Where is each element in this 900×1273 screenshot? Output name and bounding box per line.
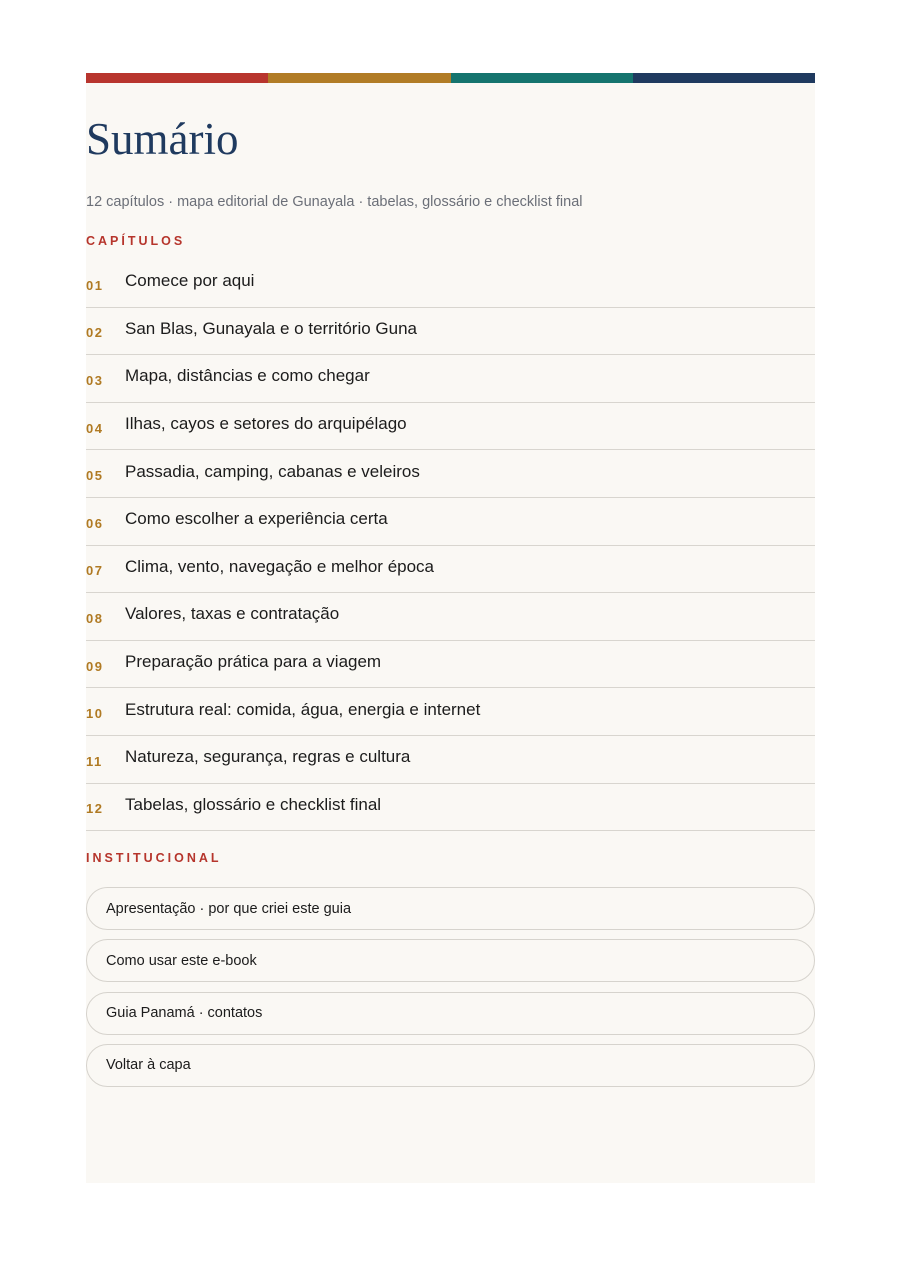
chapter-item[interactable] bbox=[86, 593, 815, 641]
chapter-item[interactable] bbox=[86, 641, 815, 689]
chapter-title: Preparação prática para a viagem bbox=[125, 652, 382, 672]
chapter-title: Clima, vento, navegação e melhor época bbox=[125, 556, 435, 576]
chapter-title: Comece por aqui bbox=[125, 271, 255, 291]
chapter-item[interactable] bbox=[86, 784, 815, 832]
chapter-number: 07 bbox=[86, 563, 104, 579]
institutional-list bbox=[86, 887, 815, 1096]
chapter-title: Tabelas, glossário e checklist final bbox=[125, 794, 382, 814]
chapter-item[interactable] bbox=[86, 736, 815, 784]
chapter-title: San Blas, Gunayala e o território Guna bbox=[125, 318, 417, 338]
color-bar bbox=[86, 73, 815, 83]
chapter-number: 09 bbox=[86, 658, 104, 674]
chapter-title: Passadia, camping, cabanas e veleiros bbox=[125, 461, 420, 481]
chapter-number: 05 bbox=[86, 468, 104, 484]
chapter-number: 04 bbox=[86, 420, 104, 436]
chapter-item[interactable] bbox=[86, 688, 815, 736]
institutional-link-how-to-use[interactable]: Como usar este e-book bbox=[86, 939, 815, 982]
chapter-item[interactable] bbox=[86, 403, 815, 451]
chapter-number: 06 bbox=[86, 515, 104, 531]
color-bar-segment-navy bbox=[633, 73, 815, 83]
color-bar-segment-ochre bbox=[268, 73, 450, 83]
color-bar-segment-red bbox=[86, 73, 268, 83]
chapter-number: 08 bbox=[86, 610, 104, 626]
chapter-item[interactable] bbox=[86, 546, 815, 594]
chapters-section-label: CAPÍTULOS bbox=[86, 234, 186, 248]
page-title: Sumário bbox=[86, 114, 239, 164]
chapter-item[interactable] bbox=[86, 260, 815, 308]
chapter-title: Mapa, distâncias e como chegar bbox=[125, 366, 370, 386]
chapter-item[interactable] bbox=[86, 498, 815, 546]
chapter-title: Estrutura real: comida, água, energia e internet bbox=[125, 699, 481, 719]
chapter-number: 01 bbox=[86, 277, 104, 293]
institutional-link-back-to-cover[interactable]: Voltar à capa bbox=[86, 1044, 815, 1087]
chapter-item[interactable] bbox=[86, 450, 815, 498]
color-bar-segment-teal bbox=[451, 73, 633, 83]
chapter-item[interactable] bbox=[86, 308, 815, 356]
chapter-number: 12 bbox=[86, 801, 104, 817]
chapter-title: Valores, taxas e contratação bbox=[125, 604, 340, 624]
chapter-title: Como escolher a experiência certa bbox=[125, 509, 388, 529]
chapter-number: 10 bbox=[86, 706, 104, 722]
chapter-number: 11 bbox=[86, 753, 103, 769]
institutional-section-label: INSTITUCIONAL bbox=[86, 851, 222, 865]
chapter-list bbox=[86, 260, 815, 831]
institutional-link-contacts[interactable]: Guia Panamá · contatos bbox=[86, 992, 815, 1035]
toc-page bbox=[86, 73, 815, 1183]
chapter-number: 02 bbox=[86, 325, 104, 341]
chapter-item[interactable] bbox=[86, 355, 815, 403]
institutional-link-presentation[interactable]: Apresentação · por que criei este guia bbox=[86, 887, 815, 930]
chapter-title: Ilhas, cayos e setores do arquipélago bbox=[125, 414, 407, 434]
page-subtitle: 12 capítulos · mapa editorial de Gunayala · tabelas, glossário e checklist final bbox=[86, 194, 583, 210]
chapter-title: Natureza, segurança, regras e cultura bbox=[125, 747, 411, 767]
chapter-number: 03 bbox=[86, 372, 104, 388]
